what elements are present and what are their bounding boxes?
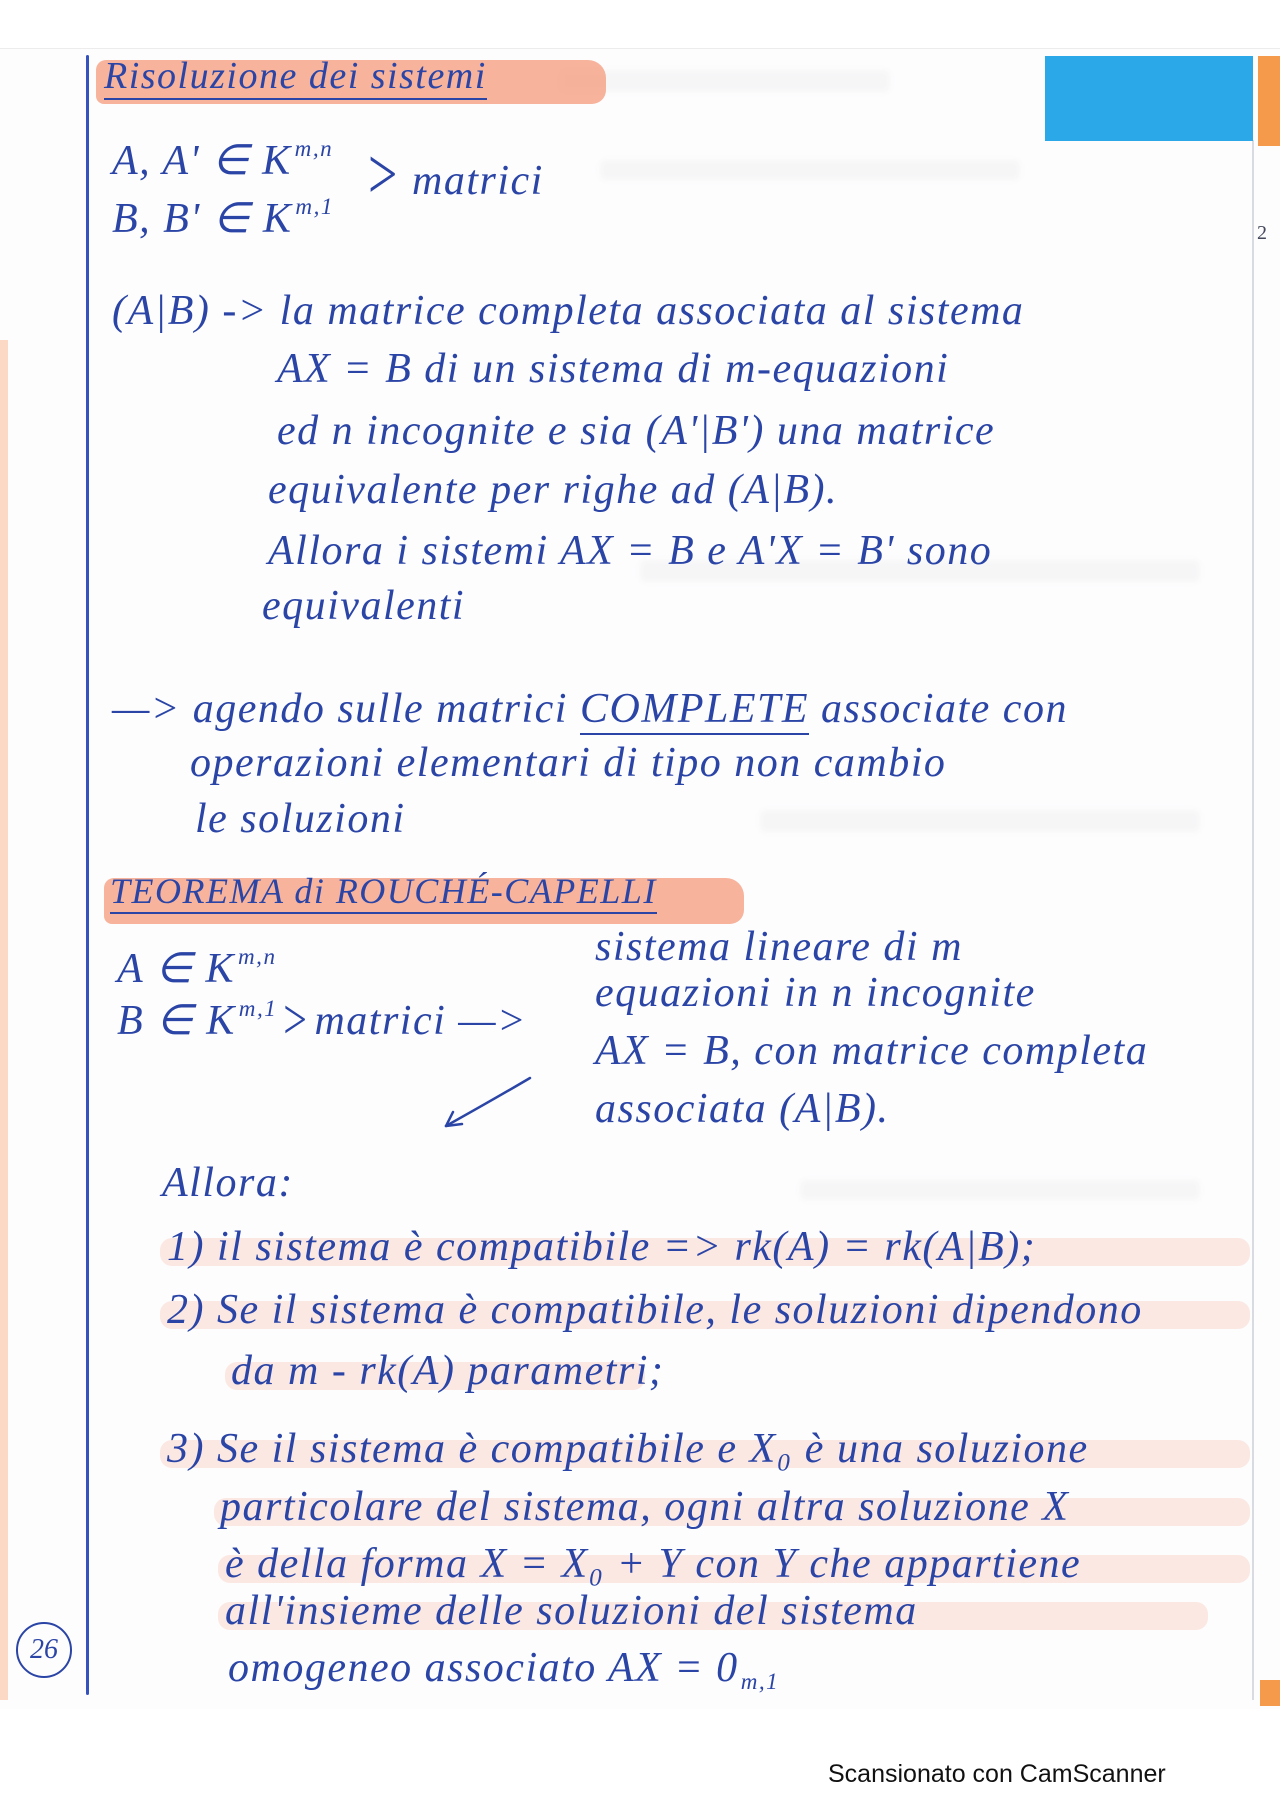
system-description-line: equazioni in n incognite — [595, 970, 1036, 1016]
statement-line: Allora i sistemi AX = B e A'X = B' sono — [268, 528, 993, 574]
matrix-dimension: m,1 — [238, 994, 278, 1021]
matrix-dimension: m,1 — [295, 192, 334, 219]
theorem-item-3-continued: particolare del sistema, ogni altra soluzione X — [220, 1484, 1070, 1530]
statement-line: AX = B di un sistema di m-equazioni — [277, 346, 950, 392]
arrow-right-icon: —> — [112, 686, 181, 732]
note-emphasis: COMPLETE — [580, 686, 809, 735]
orange-tab-top — [1258, 56, 1280, 146]
theorem-item-2: 2) Se il sistema è compatibile, le soluzioni dipendono — [167, 1287, 1143, 1333]
margin-line — [86, 55, 89, 1695]
theorem-item-3-continued: è della forma X = X₀ + Y con Y che appartiene — [225, 1541, 1082, 1587]
system-description-line: associata (A|B). — [595, 1086, 890, 1132]
matrix-dimension: m,n — [238, 942, 277, 969]
hypothesis-text: B ∈ K — [117, 998, 236, 1044]
bleed-through-ghost — [760, 810, 1200, 832]
theorem-item-3: 3) Se il sistema è compatibile e X₀ è una soluzione — [167, 1426, 1089, 1472]
hypothesis-text: A ∈ K — [117, 946, 235, 992]
note-text: associate con — [821, 686, 1068, 732]
hypothesis-line-1 — [117, 942, 277, 992]
item-text: omogeneo associato AX = 0 — [228, 1645, 739, 1691]
matrices-label: matrici — [314, 998, 447, 1044]
theorem-item-3-last — [228, 1645, 780, 1695]
theorem-title — [110, 872, 657, 912]
section-title — [104, 56, 487, 98]
statement-line: equivalente per righe ad (A|B). — [268, 467, 839, 513]
theorem-item-2-continued: da m - rk(A) parametri; — [231, 1348, 665, 1394]
statement-line: equivalenti — [262, 583, 466, 629]
note-text: agendo sulle matrici — [192, 686, 568, 732]
bleed-through-ghost — [560, 70, 890, 92]
zero-matrix-dimension: m,1 — [740, 1668, 780, 1695]
matrix-definition-text: A, A' ∈ K — [112, 138, 292, 184]
matrix-definition-line-1 — [112, 134, 334, 184]
grouping-brace: > — [368, 135, 398, 216]
matrix-dimension: m,n — [294, 134, 334, 161]
bleed-through-ghost — [600, 160, 1020, 180]
page-number: 26 — [16, 1622, 72, 1678]
system-description-line: AX = B, con matrice completa — [595, 1028, 1149, 1074]
note-line-2: operazioni elementari di tipo non cambio — [190, 740, 947, 786]
theorem-item-1: 1) il sistema è compatibile => rk(A) = rk(A|B); — [167, 1224, 1037, 1270]
matrices-label: matrici — [412, 158, 544, 204]
page-edge-line — [1252, 140, 1254, 1700]
note-line-1 — [112, 686, 1068, 732]
scanner-footer: Scansionato con CamScanner — [828, 1760, 1166, 1788]
theorem-title-text: TEOREMA di ROUCHÉ-CAPELLI — [110, 871, 657, 914]
bleed-through-ghost — [800, 1180, 1200, 1200]
matrix-definition-text: B, B' ∈ K — [112, 196, 293, 242]
orange-side-strip — [0, 340, 8, 1700]
grouping-brace: > — [283, 989, 309, 1053]
statement-line: ed n incognite e sia (A'|B') una matrice — [277, 408, 996, 454]
section-title-text: Risoluzione dei sistemi — [104, 55, 487, 100]
note-line-3: le soluzioni — [195, 796, 406, 842]
arrow-right-icon: —> — [458, 998, 527, 1044]
matrix-definition-line-2 — [112, 192, 334, 242]
system-description-line: sistema lineare di m — [595, 924, 963, 970]
orange-tab-bottom — [1260, 1680, 1280, 1706]
theorem-item-3-continued: all'insieme delle soluzioni del sistema — [225, 1588, 918, 1634]
hypothesis-line-2 — [117, 989, 527, 1053]
arrow-down-left-icon — [436, 1074, 536, 1134]
sticky-note-tab — [1045, 56, 1253, 141]
statement-line: (A|B) -> la matrice completa associata al sistema — [112, 288, 1025, 334]
conclusion-intro: Allora: — [162, 1160, 294, 1206]
margin-mark: 2 — [1257, 222, 1267, 244]
